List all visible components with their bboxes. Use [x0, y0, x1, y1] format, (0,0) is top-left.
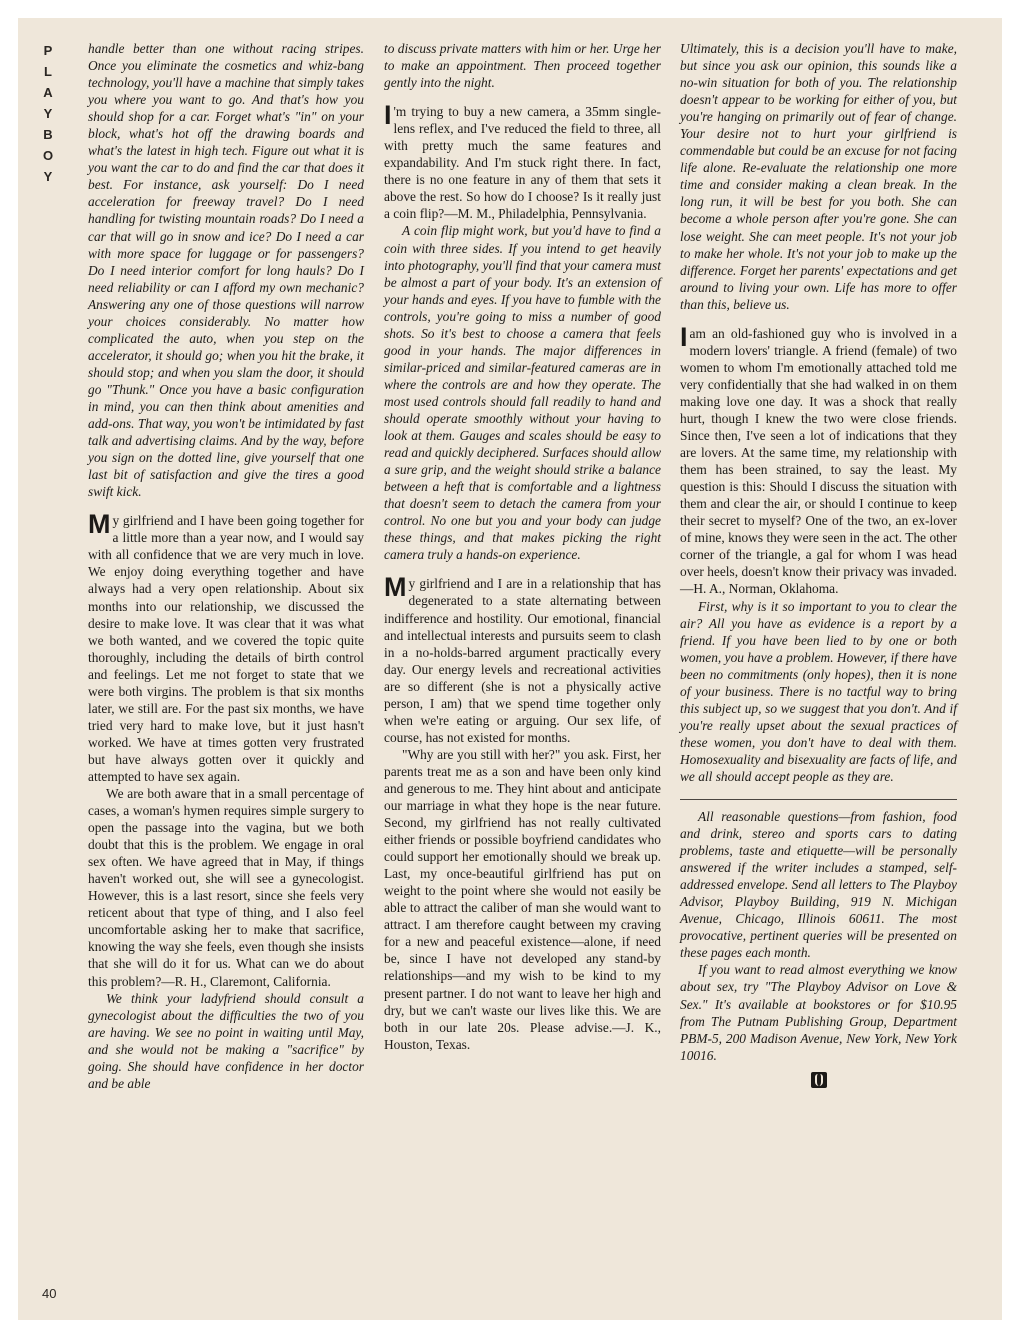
drop-cap: I: [384, 100, 392, 131]
answer-camera: A coin flip might work, but you'd have to find a coin with three sides. If you intend to get heavily into photography, you'll find that your camera must be almost a part of your body. It's an extension of your hands and eyes. If you have to fumble with the controls, you're going to miss a number of good shots. So it's best to choose a camera that feels good in your hands. The major differences in similar-priced and similar-featured cameras are in where the controls are and how they operate. The most used controls should fall readily to hand and should operate smoothly without your having to look at them. Gauges and scales should be easy to read and quickly deciphered. Surfaces should allow a sure grip, and the weight should strike a balance between a heft that is comfortable and a lightness that doesn't seem to detach the camera from your control. No one but you and your body can judge these things, and that makes picking the right camera truly a hands-on experience.: [384, 223, 661, 563]
side-letter: Y: [43, 106, 53, 121]
drop-cap: I: [680, 321, 688, 352]
question-paragraph: "Why are you still with her?" you ask. First, her parents treat me as a son and have been only kind and generous to me. They hint about and anticipate our marriage in what they hope is the near future. Second, my girlfriend has not really cultivated either friends or possible boyfriend candidates who could support her emotionally should we break up. Last, my once-beautiful girlfriend has put on weight to the point where she would not easily be able to attract the caliber of man she would want to attract. I am therefore caught between my craving for a new and peaceful existence—alone, if need be, since I have not developed any stand-by relationships—and my wish to be kind to my present partner. I do not want to leave her high and dry, but we can't waste our lives like this. We are both in our late 20s. Please advise.—J. K., Houston, Texas.: [384, 746, 661, 1052]
side-letter: Y: [43, 169, 53, 184]
question-relationship: [384, 572, 661, 745]
book-promo: If you want to read almost everything we know about sex, try "The Playboy Advisor on Love & Sex." It's available at bookstores or for $10.95 from The Putnam Publishing Group, Department PBM-5, 200 Madison Avenue, New York, New York 10016.: [680, 962, 957, 1063]
answer-virgins: We think your ladyfriend should consult a gynecologist about the difficulties the two of you are having. We see no point in waiting until May, and she would not be making a "sacrifice" by going. She should have confidence in her doctor and be able: [88, 990, 364, 1091]
question-text: am an old-fashioned guy who is involved in a modern lovers' triangle. A friend (female) of two women to whom I'm emotionally attached told me very confidentially that she had walked in on them making love one day. It was a shock that really hurt, though I knew the two were close friends. Since then, I've seen a lot of indications that they are lovers. At the same time, my relationship with them has been strained, to say the least. My question is this: Should I discuss the situation with them and clear the air, or should I continue to keep their secret to myself? One of the two, an ex-lover of mine, knows they were seen in the act. The other corner of the triangle, a gal for whom I was head over heels, doesn't know their privacy was invaded.—H. A., Norman, Oklahoma.: [680, 325, 957, 597]
question-virgins: [88, 509, 364, 785]
column-2: [384, 40, 661, 1053]
submission-info: All reasonable questions—from fashion, food and drink, stereo and sports cars to dating problems, taste and etiquette—will be personally answered if the writer includes a stamped, self-addressed envelope. Send all letters to The Playboy Advisor, Playboy Building, 919 N. Michigan Avenue, Chicago, Illinois 60611. The most provocative, pertinent queries will be presented on these pages each month.: [680, 809, 957, 961]
question-paragraph: We are both aware that in a small percentage of cases, a woman's hymen requires simple surgery to open the passage into the vagina, but we both doubt that this is the problem. We engage in oral sex often. We have agreed that in May, if things haven't worked out, she will see a gynecologist. However, this is a last resort, since she feels very reticent about that type of thing, and I also feel uncomfortable asking her to make that sacrifice, knowing the way she feels, even though she insists that she will do it for us. What can we do about this problem?—R. H., Claremont, California.: [88, 786, 364, 989]
playboy-bunny-icon: [811, 1072, 827, 1088]
answer-virgins-continued: to discuss private matters with him or her. Urge her to make an appointment. Then proceed together gently into the night.: [384, 41, 661, 91]
column-1: [88, 40, 364, 1092]
section-divider: [680, 799, 957, 800]
question-triangle: [680, 321, 957, 598]
drop-cap: M: [384, 572, 407, 603]
drop-cap: M: [88, 509, 111, 540]
answer-relationship: Ultimately, this is a decision you'll have to make, but since you ask our opinion, this sounds like a no-win situation for both of you. The relationship doesn't appear to be working for either of you, but you're hanging on primarily out of fear of change. Your desire not to hurt your girlfriend is commendable but could be an excuse for not facing life alone. Re-evaluate the relationship one more time and consider making a clean break. In the long run, it will be best for you both. She can become a whole person after you're gone. She can lose weight. She can meet people. It's not your job to make her whole. It's not your job to make up the difference. Forget her parents' expectations and get around to living your own. Life has more to offer than this, believe us.: [680, 41, 957, 312]
column-3: [680, 40, 957, 1088]
question-text: 'm trying to buy a new camera, a 35mm single-lens reflex, and I've reduced the field to three, all with pretty much the same features and expandability. And I'm stuck right there. In fact, there is no one feature in any of them that sets it above the rest. So how do I choose? Is it really just a coin flip?—M. M., Philadelphia, Pennsylvania.: [384, 104, 661, 222]
page-number: 40: [42, 1286, 57, 1301]
side-letter: P: [43, 43, 53, 58]
side-letter: B: [43, 127, 53, 142]
question-text: y girlfriend and I have been going together for a little more than a year now, and I would say with all confidence that we are very much in love. We enjoy doing everything together and have always had a very open relationship. About six months into our relationship, we discussed the desire to make love. It was clear that it was what we both wanted, and we covered the topic quite thoroughly, including the details of birth control and feelings. Let me not forget to state that we were both virgins. The problem is that six months later, we still are. For the past six months, we have tried very hard to make love, but it just hasn't worked. We have at times gotten very frustrated but have always gotten over it quickly and attempted to have sex again.: [88, 513, 364, 784]
side-letter: A: [43, 85, 53, 100]
question-text: y girlfriend and I are in a relationship that has degenerated to a state alternating between indifference and hostility. Our emotional, financial and intellectual interests and pursuits seem to clash in a no-holds-barred argument practically every day. Our energy levels and recreational activities are so different (she is not a physically active person, I am) that we spend time together only when we're eating or arguing. Our sex life, of course, has not existed for months.: [384, 576, 661, 745]
answer-car-continued: handle better than one without racing stripes. Once you eliminate the cosmetics and whiz-bang technology, you'll have a machine that simply takes you where you want to go. And that's how you should shop for a car. Forget what's "in" on your block, what's hot off the drawing boards and what's the latest in high tech. Figure out what it is you want the car to do and find the car that does it best. For instance, ask yourself: Do I need acceleration for freeway travel? Do I need handling for twisting mountain roads? Do I need a car that will go in snow and ice? Do I need a car with more space for luggage or for passengers? Do I need interior comfort for long hauls? Do I need reliability or can I afford my own mechanic? Answering any one of those questions will narrow your choices considerably. No matter how complicated the auto, when you step on the accelerator, it should go; when you hit the brake, it should stop; and when you slam the door, it should go "Thunk." Once you have a basic configuration in mind, you can then think about amenities and add-ons. That way, you won't be intimidated by fast talk and advertising claims. And by the way, before you sign on the dotted line, give yourself that one last bit of satisfaction and give the tires a good swift kick.: [88, 41, 364, 500]
running-head-vertical: [38, 40, 58, 187]
side-letter: L: [44, 64, 52, 79]
side-letter: O: [42, 148, 54, 163]
question-camera: [384, 100, 661, 222]
answer-triangle: First, why is it so important to you to clear the air? All you have as evidence is a report by a friend. If you have been lied to by one or both women, you have a problem. However, if there have been no commitments (only hopes), then it is none of your business. There is no tactful way to bring this subject up, so we suggest that you don't. And if you're really upset about the sexual practices of these women, you don't have to deal with them. Homosexuality and bisexuality are facts of life, and we all should accept people as they are.: [680, 598, 957, 784]
